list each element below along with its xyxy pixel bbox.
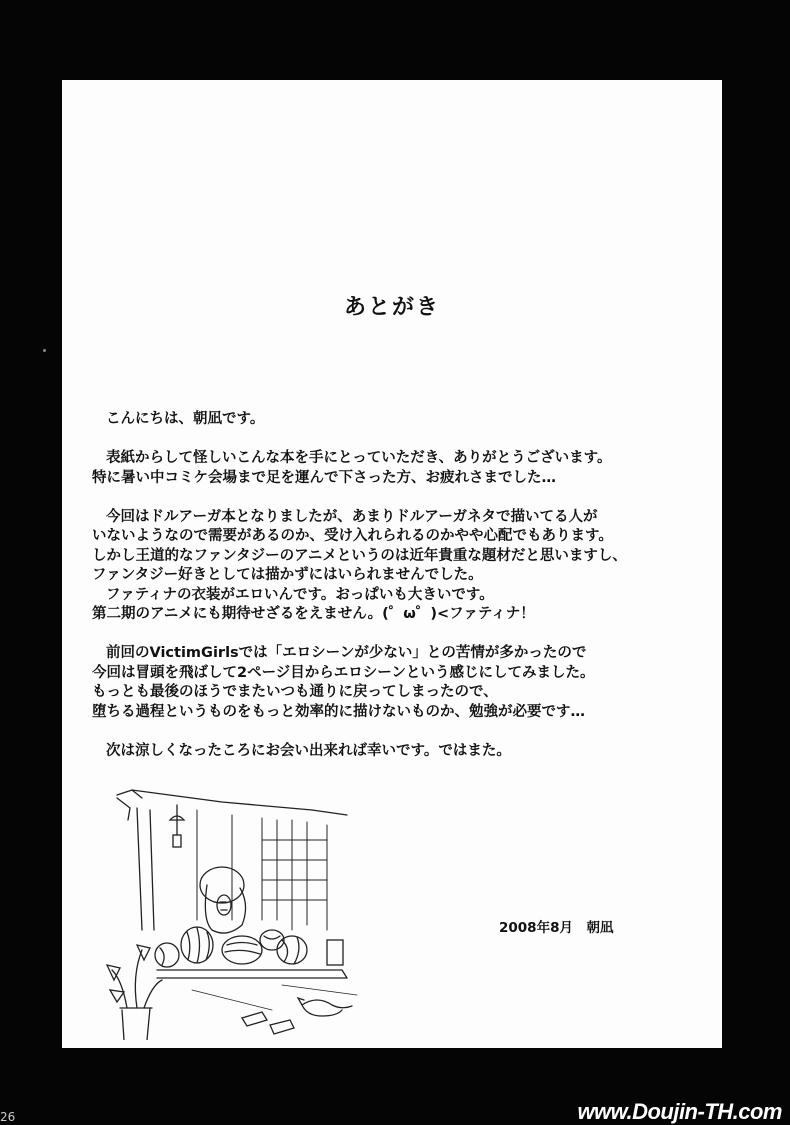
paragraph-line: こんにちは、朝凪です。 bbox=[106, 411, 265, 427]
afterword-body bbox=[92, 410, 717, 761]
manga-page bbox=[62, 80, 722, 1048]
paragraph-line: 前回のVictimGirlsでは「エロシーンが少ない」との苦情が多かったので bbox=[106, 645, 587, 661]
paragraph-line: 次は涼しくなったころにお会い出来れば幸いです。ではまた。 bbox=[106, 742, 511, 759]
page-title: あとがき bbox=[343, 295, 440, 320]
scan-speck bbox=[43, 349, 46, 352]
paragraph-line: いないようなので需要があるのか、受け入れられるのかやや心配でもあります。 bbox=[92, 528, 613, 544]
paragraph-line: 今回は冒頭を飛ばして2ページ目からエロシーンという感じにしてみました。 bbox=[92, 664, 595, 681]
paragraph-line: 表紙からして怪しいこんな本を手にとっていただき、ありがとうございます。 bbox=[106, 450, 612, 466]
summer-porch-illustration bbox=[102, 780, 372, 1040]
paragraph-line: ファティナの衣装がエロいんです。おっぱいも大きいです。 bbox=[106, 586, 494, 603]
paragraph-line: 第二期のアニメにも期待せざるをえません。(゜ω゜)<ファティナ！ bbox=[92, 606, 535, 622]
paragraph-line: もっとも最後のほうでまたいつも通りに戻ってしまったので、 bbox=[92, 684, 498, 700]
paragraph-line: ファンタジー好きとしては描かずにはいられませんでした。 bbox=[92, 567, 483, 583]
paragraph-line: しかし王道的なファンタジーのアニメというのは近年貴重な題材だと思いますし、 bbox=[92, 547, 627, 564]
paragraph-line: 特に暑い中コミケ会場まで足を運んで下さった方、お疲れさまでした… bbox=[92, 469, 556, 486]
signature: 2008年8月 朝凪 bbox=[499, 920, 614, 936]
site-watermark: www.Doujin-TH.com bbox=[577, 1099, 782, 1124]
page-number: 26 bbox=[0, 1110, 16, 1124]
paragraph-line: 堕ちる過程というものをもっと効率的に描けないものか、勉強が必要です… bbox=[92, 703, 585, 720]
paragraph-line: 今回はドルアーガ本となりましたが、あまりドルアーガネタで描いてる人が bbox=[106, 508, 598, 525]
